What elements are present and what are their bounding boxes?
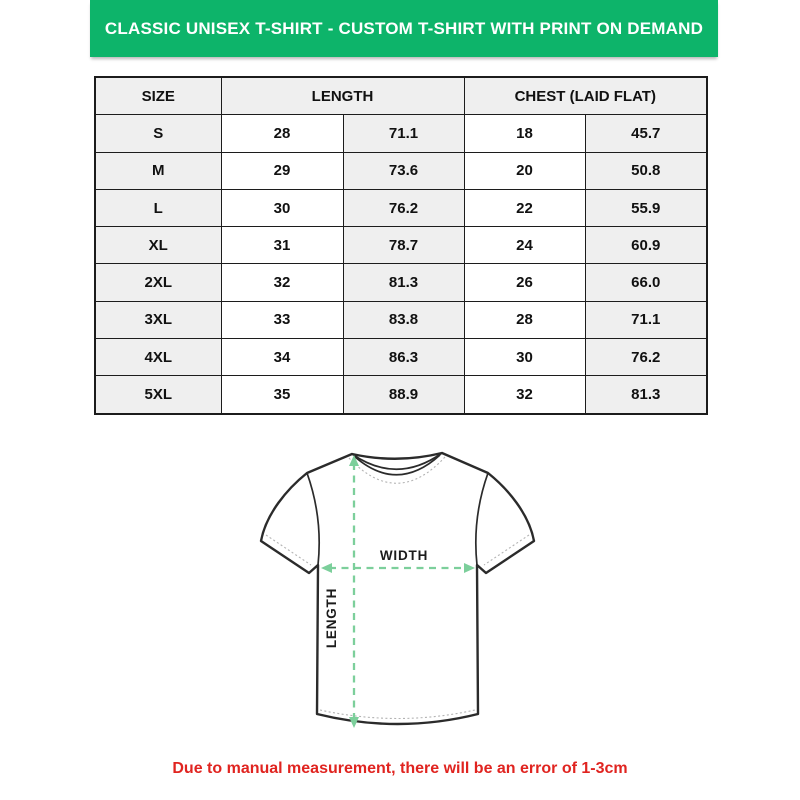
length-cm-cell: 76.2 [343, 189, 464, 226]
chest-cm-cell: 76.2 [585, 339, 707, 376]
size-cell: M [95, 152, 221, 189]
table-row [95, 264, 707, 301]
size-cell: 5XL [95, 376, 221, 414]
length-in-cell: 34 [221, 339, 343, 376]
chest-cm-cell: 81.3 [585, 376, 707, 414]
length-in-cell: 32 [221, 264, 343, 301]
tshirt-outline [261, 453, 534, 724]
width-label: WIDTH [379, 548, 429, 563]
length-in-cell: 29 [221, 152, 343, 189]
length-cm-cell: 81.3 [343, 264, 464, 301]
chest-cm-cell: 66.0 [585, 264, 707, 301]
table-row [95, 227, 707, 264]
size-cell: L [95, 189, 221, 226]
chest-cm-cell: 55.9 [585, 189, 707, 226]
length-cm-cell: 73.6 [343, 152, 464, 189]
col-header-chest: CHEST (LAID FLAT) [464, 77, 707, 115]
table-row [95, 376, 707, 414]
table-row [95, 339, 707, 376]
table-row [95, 152, 707, 189]
size-cell: 2XL [95, 264, 221, 301]
length-cm-cell: 88.9 [343, 376, 464, 414]
length-cm-cell: 71.1 [343, 115, 464, 152]
chest-in-cell: 20 [464, 152, 585, 189]
measurement-note: Due to manual measurement, there will be an error of 1-3cm [172, 760, 628, 777]
length-cm-cell: 86.3 [343, 339, 464, 376]
size-cell: S [95, 115, 221, 152]
size-cell: XL [95, 227, 221, 264]
length-in-cell: 30 [221, 189, 343, 226]
col-header-length: LENGTH [221, 77, 464, 115]
chest-in-cell: 24 [464, 227, 585, 264]
size-cell: 3XL [95, 301, 221, 338]
table-row [95, 115, 707, 152]
table-header-row [95, 77, 707, 115]
chest-in-cell: 26 [464, 264, 585, 301]
length-in-cell: 28 [221, 115, 343, 152]
chest-in-cell: 32 [464, 376, 585, 414]
size-cell: 4XL [95, 339, 221, 376]
chest-cm-cell: 71.1 [585, 301, 707, 338]
page-title: CLASSIC UNISEX T-SHIRT - CUSTOM T-SHIRT WITH PRINT ON DEMAND [104, 19, 704, 38]
length-cm-cell: 83.8 [343, 301, 464, 338]
table-row [95, 301, 707, 338]
tshirt-illustration [240, 435, 560, 750]
size-table [94, 76, 708, 415]
chest-in-cell: 22 [464, 189, 585, 226]
chest-cm-cell: 50.8 [585, 152, 707, 189]
tshirt-measurement-diagram [240, 435, 560, 750]
length-in-cell: 33 [221, 301, 343, 338]
table-row [95, 189, 707, 226]
chest-cm-cell: 45.7 [585, 115, 707, 152]
length-in-cell: 35 [221, 376, 343, 414]
title-banner [90, 0, 718, 57]
length-cm-cell: 78.7 [343, 227, 464, 264]
col-header-size: SIZE [95, 77, 221, 115]
chest-cm-cell: 60.9 [585, 227, 707, 264]
chest-in-cell: 18 [464, 115, 585, 152]
chest-in-cell: 30 [464, 339, 585, 376]
chest-in-cell: 28 [464, 301, 585, 338]
length-label: LENGTH [324, 587, 339, 649]
length-in-cell: 31 [221, 227, 343, 264]
